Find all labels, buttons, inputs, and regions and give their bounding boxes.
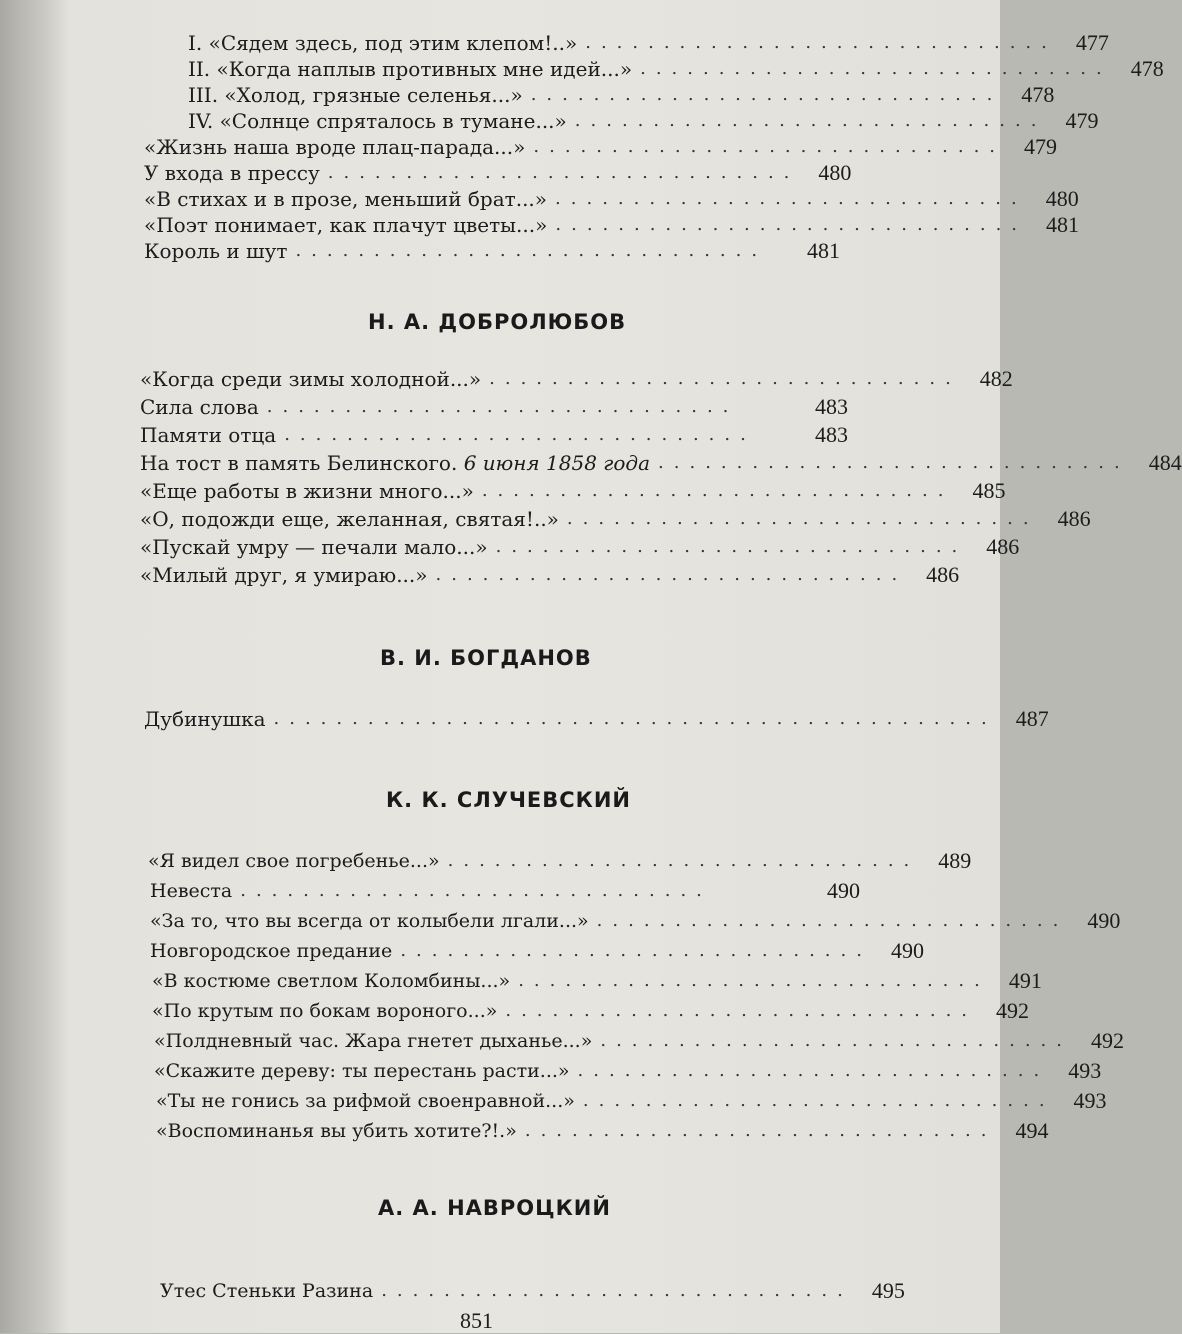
entry-title: «Еще работы в жизни много...» [140,479,474,503]
dot-leader: .............................. [489,368,961,389]
entry-title: «Жизнь наша вроде плац-парада...» [144,135,526,159]
entry-page: 482 [979,366,1013,391]
entry-page: 485 [972,478,1006,503]
dot-leader: .............................. [555,188,1027,209]
page-gutter-shadow [0,0,70,1333]
toc-entry [140,446,1182,476]
entry-page: 492 [996,998,1030,1023]
entry-page: 487 [1015,706,1049,731]
entry-page: 492 [1091,1028,1124,1053]
entry-page: 489 [938,848,972,873]
entry-title-date: 6 июня 1858 года [463,451,651,475]
dot-leader: .............................. [574,110,1047,131]
entry-title: Утес Стеньки Разина [160,1280,374,1302]
entry-page: 491 [1008,968,1042,993]
dot-leader: .............................. [381,1280,853,1301]
dot-leader: .............................. [481,480,954,501]
entry-title: «Полдневный час. Жара гнетет дыханье...» [154,1030,593,1052]
entry-title: «За то, что вы всегда от колыбели лгали...» [150,910,589,932]
entry-page: 478 [1130,56,1164,81]
toc-entry [140,502,1091,532]
entry-page: 494 [1015,1118,1049,1143]
toc-entry [156,1084,1107,1114]
dot-leader: .............................. [582,1090,1055,1111]
dot-leader: .............................. [327,162,800,183]
dot-leader: .............................. [533,136,1006,157]
toc-entry [154,1054,1102,1084]
dot-leader: .............................. [505,1000,978,1021]
dot-leader: .............................. [596,910,1069,931]
entry-title-text: На тост в память Белинского. [140,451,458,475]
entry-title: «Пускай умру — печали мало...» [140,535,488,559]
dot-leader: .............................. [577,1060,1050,1081]
entry-page: 480 [818,160,852,185]
entry-page: 484 [1148,450,1182,475]
toc-entry [140,530,1020,560]
entry-title: Сила слова [140,395,259,419]
toc-entry [140,418,848,448]
toc-entry [150,934,924,964]
toc-entry [144,702,1049,732]
entry-title: III. «Холод, грязные селенья...» [188,83,523,107]
entry-page: 481 [1046,212,1080,237]
entry-title: «Скажите дереву: ты перестань расти...» [154,1060,570,1082]
entry-page: 481 [807,238,840,263]
entry-page: 480 [1045,186,1079,211]
toc-entry [156,1114,1049,1144]
toc-entry [152,964,1042,994]
entry-page: 486 [986,534,1020,559]
toc-entry [140,390,848,420]
entry-page: 490 [827,878,860,903]
dot-leader: .............................. [495,536,968,557]
section-heading: Н. А. ДОБРОЛЮБОВ [368,310,627,334]
toc-entry [152,994,1030,1024]
toc-entry [140,362,1013,392]
entry-page: 477 [1075,30,1109,55]
entry-title: IV. «Солнце спряталось в тумане...» [188,109,567,133]
section-heading: А. А. НАВРОЦКИЙ [378,1196,611,1220]
toc-entry [150,874,860,904]
section-heading: К. К. СЛУЧЕВСКИЙ [386,788,632,812]
section-heading: В. И. БОГДАНОВ [380,646,592,670]
entry-title: Невеста [150,880,233,902]
dot-leader: .............................. [600,1030,1072,1051]
toc-entry [140,474,1006,504]
dot-leader: .............................. [240,880,712,901]
dot-leader: .............................. [284,424,756,445]
entry-title: Король и шут [144,239,288,263]
entry-title: I. «Сядем здесь, под этим клепом!..» [188,31,578,55]
entry-title: «Когда среди зимы холодной...» [140,367,482,391]
dot-leader: .............................. [518,970,990,991]
entry-title: «Я видел свое погребенье...» [148,850,440,872]
page-number: 851 [460,1308,493,1333]
entry-title: Памяти отца [140,423,277,447]
dot-leader: .............................. [555,214,1028,235]
entry-title: «Милый друг, я умираю...» [140,563,428,587]
dot-leader: .............................. [640,58,1112,79]
entry-page: 483 [815,394,848,419]
dot-leader: .............................. [435,564,908,585]
entry-page: 490 [1087,908,1121,933]
entry-page: 479 [1024,134,1058,159]
toc-entry [154,1024,1124,1054]
entry-page: 479 [1065,108,1099,133]
entry-page: 486 [926,562,960,587]
entry-page: 483 [815,422,848,447]
dot-leader: .............................. [585,32,1057,53]
dot-leader: .............................. [524,1120,997,1141]
dot-leader: .............................................. [273,708,997,729]
entry-title: «О, подожди еще, желанная, святая!..» [140,507,559,531]
entry-title: «По крутым по бокам вороного...» [152,1000,498,1022]
dot-leader: .............................. [530,84,1003,105]
entry-title: II. «Когда наплыв противных мне идей...» [188,57,633,81]
entry-page: 495 [871,1278,905,1303]
toc-entry [144,234,840,264]
entry-page: 478 [1021,82,1055,107]
entry-page: 490 [890,938,924,963]
entry-page: 493 [1068,1058,1102,1083]
toc-entry [150,904,1121,934]
dot-leader: .............................. [400,940,872,961]
toc-entry [148,844,972,874]
dot-leader: .............................. [658,452,1130,473]
dot-leader: .............................. [566,508,1039,529]
toc-entry [140,558,960,588]
entry-title: «Воспоминанья вы убить хотите?!.» [156,1120,517,1142]
entry-title [140,450,650,476]
entry-title: Новгородское предание [150,940,393,962]
entry-title: Дубинушка [144,707,266,731]
entry-title: «В костюме светлом Коломбины...» [152,970,511,992]
toc-entry [160,1274,905,1304]
dot-leader: .............................. [447,850,920,871]
entry-title: «Ты не гонись за рифмой своенравной...» [156,1090,575,1112]
dot-leader: .............................. [295,240,768,261]
entry-title: «В стихах и в прозе, меньший брат...» [144,187,548,211]
dot-leader: .............................. [266,396,739,417]
entry-page: 493 [1073,1088,1107,1113]
entry-title: У входа в прессу [144,161,320,185]
entry-page: 486 [1057,506,1091,531]
entry-title: «Поэт понимает, как плачут цветы...» [144,213,548,237]
